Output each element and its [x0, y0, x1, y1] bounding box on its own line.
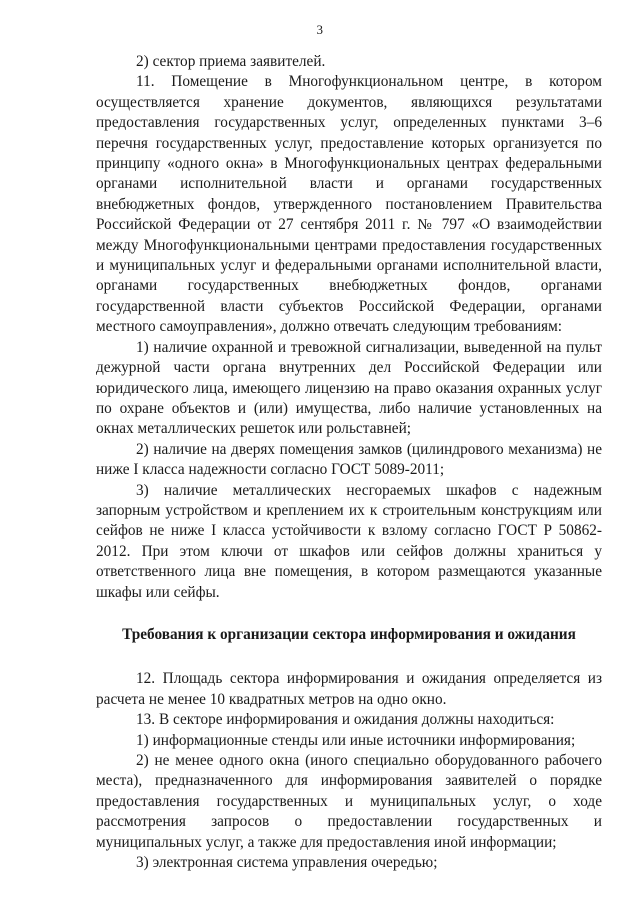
paragraph-13-item-1: 1) информационные стенды или иные источники информирования; [136, 731, 576, 749]
paragraph-11-item-1: 1) наличие охранной и тревожной сигнализации, выведенной на пульт дежурной части органа внутренних дел Российской Федерации или юридического лица, имеющего лицензию на право оказания охранных услуг по охране объектов и (или) имущества, либо наличие установленных на окнах металлических решеток или рольставней; [96, 338, 602, 438]
paragraph-11: 11. Помещение в Многофункциональном центре, в котором осуществляется хранение документов, являющихся результатами предоставления государственных услуг, определенных пунктами 3–6 перечня государственных услуг, предоставление которых организуется по принципу «одного окна» в Многофункциональных центрах федеральными органами исполнительной власти и органами государственных внебюджетных фондов, утвержденного постановлением Правительства Российской Федерации от 27 сентября 2011 г. № 797 «О взаимодействии между Многофункциональными центрами предоставления государственных и муниципальных услуг и федеральными органами исполнительной власти, органами государственных внебюджетных фондов, органами государственной власти субъектов Российской Федерации, органами местного самоуправления», должно отвечать следующим требованиям: [96, 73, 602, 336]
section-heading: Требования к организации сектора информирования и ожидания [122, 625, 576, 643]
paragraph-13: 13. В секторе информирования и ожидания должны находиться: [136, 711, 555, 729]
paragraph-12: 12. Площадь сектора информирования и ожидания определяется из расчета не менее 10 квадратных метров на одно окно. [96, 670, 602, 708]
paragraph-13-item-2: 2) не менее одного окна (иного специально оборудованного рабочего места), предназначенного для информирования заявителей о порядке предоставления государственных и муниципальных услуг, о ходе рассмотрения запросов о предоставлении государственных и муниципальных услуг, а также для предоставления иной информации; [96, 752, 602, 851]
paragraph-11-item-2: 2) наличие на дверях помещения замков (цилиндрового механизма) не ниже I класса надежности согласно ГОСТ 5089-2011; [96, 440, 602, 479]
paragraph-13-item-3: 3) электронная система управления очередью; [136, 854, 438, 872]
document-body [96, 52, 602, 873]
paragraph-reception-sector: 2) сектор приема заявителей. [136, 53, 326, 70]
page-number: 3 [316, 22, 324, 37]
paragraph-11-item-3: 3) наличие металлических несгораемых шкафов с надежным запорным устройством и креплением их к строительным конструкциям или сейфов не ниже I класса устойчивости к взлому согласно ГОСТ Р 50862-2012. При этом ключи от шкафов или сейфов должны храниться у ответственного лица вне помещения, в котором размещаются указанные шкафы или сейфы. [96, 481, 602, 601]
